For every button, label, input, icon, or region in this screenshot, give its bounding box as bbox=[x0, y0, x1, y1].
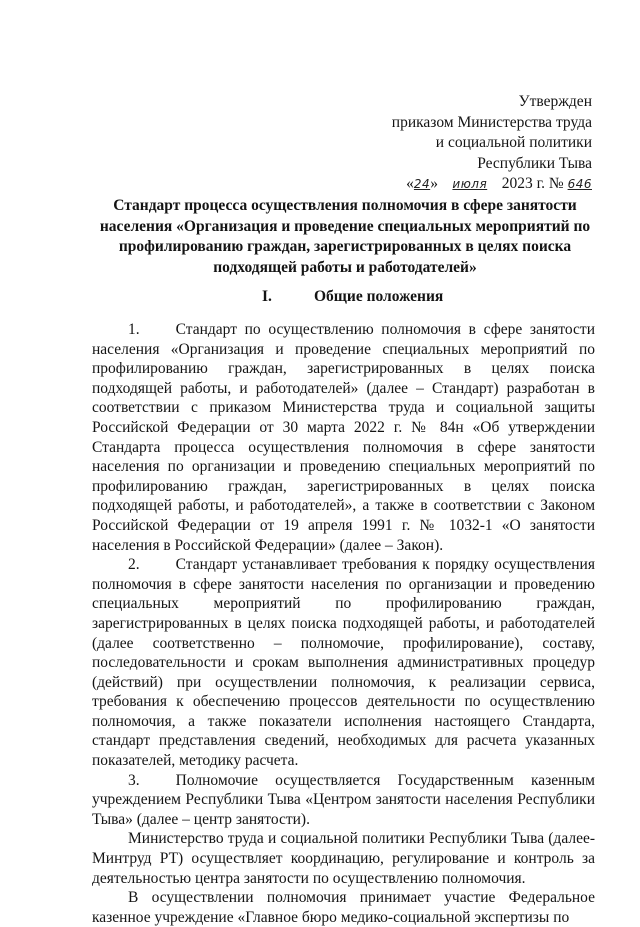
document-title: Стандарт процесса осуществления полномочия в сфере занятости населения «Организация и проведение специальных мероприятий по профилированию граждан, зарегистрированных в целях поиска подходящей работы и работодателей» bbox=[99, 197, 591, 276]
approval-line-order: приказом Министерства труда bbox=[391, 113, 592, 131]
section-title: Общие положения bbox=[314, 288, 444, 305]
paragraph-2-text: Стандарт устанавливает требования к порядку осуществления полномочия в сфере занятости населения по организации и проведению специальных мероприятий по профилированию граждан, зарегистрированных в целях поиска подходящей работы, и работодателей (далее соответственно – полномочие, профилирование), составу, последовательности и срокам выполнения административных процедур (действий) при осуществлении полномочия, к реализации сервиса, требования к обеспечению процессов деятельности по осуществлению полномочия, а также показатели исполнения настоящего Стандарта, стандарт представления сведений, необходимых для расчета указанных показателей, методику расчета. bbox=[92, 556, 595, 770]
paragraph-2-number: 2. bbox=[128, 556, 140, 574]
document-body bbox=[92, 320, 595, 927]
paragraph-1-number: 1. bbox=[128, 321, 140, 338]
approval-block bbox=[392, 92, 592, 195]
handwritten-day: 24 bbox=[413, 177, 431, 191]
approval-line-approved: Утвержден bbox=[518, 93, 592, 110]
paragraph-1 bbox=[92, 320, 595, 555]
approval-line-republic: Республики Тыва bbox=[477, 154, 592, 172]
approval-date-line bbox=[392, 174, 592, 195]
approval-line-ministry: и социальной политики bbox=[435, 134, 592, 151]
paragraph-ministry bbox=[92, 829, 595, 888]
paragraph-2 bbox=[92, 555, 595, 771]
date-open-quote: « bbox=[406, 175, 414, 192]
handwritten-month: июля bbox=[452, 177, 488, 191]
paragraph-ministry-text: Министерство труда и социальной политики Республики Тыва (далее- Минтруд РТ) осуществляет координацию, регулирование и контроль за деятельностью центра занятости по осуществлению полномочия. bbox=[92, 830, 595, 887]
paragraph-3-text: Полномочие осуществляется Государственным казенным учреждением Республики Тыва «Центром занятости населения Республики Тыва» (далее – центр занятости). bbox=[92, 771, 595, 828]
date-close-quote: » bbox=[430, 175, 438, 192]
paragraph-participation-text: В осуществлении полномочия принимает участие Федеральное казенное учреждение «Главное бюро медико-социальной экспертизы по bbox=[92, 889, 595, 926]
paragraph-1-text: Стандарт по осуществлению полномочия в сфере занятости населения «Организация и проведение специальных мероприятий по профилированию граждан, зарегистрированных в целях поиска подходящей работы, и работодателей» (далее – Стандарт) разработан в соответствии с приказом Министерства труда и социальной защиты Российской Федерации от 30 марта 2022 г. № 84н «Об утверждении Стандарта процесса осуществления полномочия в сфере занятости населения по организации и проведению специальных мероприятий по профилированию граждан, зарегистрированных в целях поиска подходящей работы, и работодателей», а также в соответствии с Законом Российской Федерации от 19 апреля 1991 г. № 1032-1 «О занятости населения в Российской Федерации» (далее – Закон). bbox=[92, 321, 595, 554]
handwritten-order-number: 646 bbox=[567, 177, 592, 191]
section-number: I. bbox=[262, 288, 272, 305]
paragraph-3-number: 3. bbox=[128, 771, 140, 789]
paragraph-3 bbox=[92, 771, 595, 830]
paragraph-participation bbox=[92, 888, 595, 927]
date-year-label: 2023 г. № bbox=[501, 175, 564, 192]
